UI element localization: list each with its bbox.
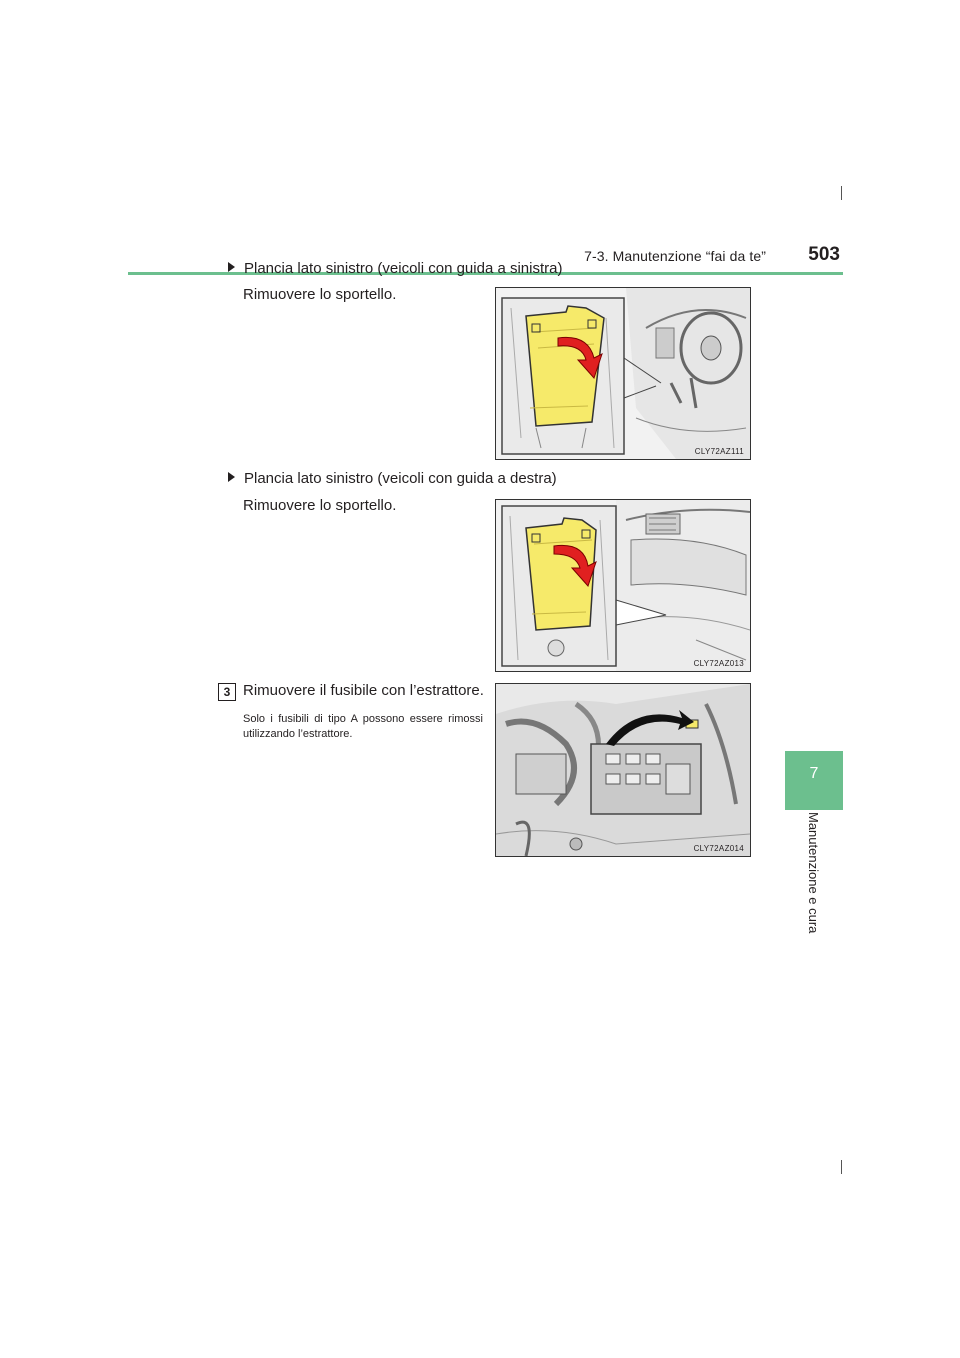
bullet-triangle-icon [228,472,235,482]
chapter-tab [785,751,843,810]
instruction-rhd: Rimuovere lo sportello. [243,497,397,514]
step-number: 3 [218,683,236,701]
page-header [584,244,840,268]
chapter-title-vertical [800,812,828,952]
figure-lhd-dashboard [495,287,751,460]
figure-code-rhd: CLY72AZ013 [693,659,744,668]
figure-rhd-dashboard [495,499,751,672]
bullet-lhd [228,260,562,277]
step3-note: Solo i fusibili di tipo A possono essere rimossi utilizzando l’estrattore. [243,713,483,740]
figure-code-lhd: CLY72AZ111 [694,447,744,456]
bullet-rhd [228,470,557,487]
bullet-triangle-icon [228,262,235,272]
chapter-number: 7 [809,765,819,782]
crop-mark-top [841,186,842,200]
figure-fuse-illustration [496,684,750,856]
instruction-lhd: Rimuovere lo sportello. [243,286,397,303]
bullet-rhd-text: Plancia lato sinistro (veicoli con guida a destra) [244,470,557,487]
section-title: 7-3. Manutenzione “fai da te” [584,248,766,264]
page-number: 503 [808,244,840,265]
figure-lhd-illustration [496,288,750,459]
crop-mark-bottom [841,1160,842,1174]
figure-fuse-box [495,683,751,857]
figure-rhd-illustration [496,500,750,671]
figure-code-fuse: CLY72AZ014 [693,844,744,853]
step3-instruction: Rimuovere il fusibile con l’estrattore. [243,682,484,699]
chapter-title: Manutenzione e cura [806,812,821,934]
bullet-lhd-text: Plancia lato sinistro (veicoli con guida a sinistra) [244,260,563,277]
